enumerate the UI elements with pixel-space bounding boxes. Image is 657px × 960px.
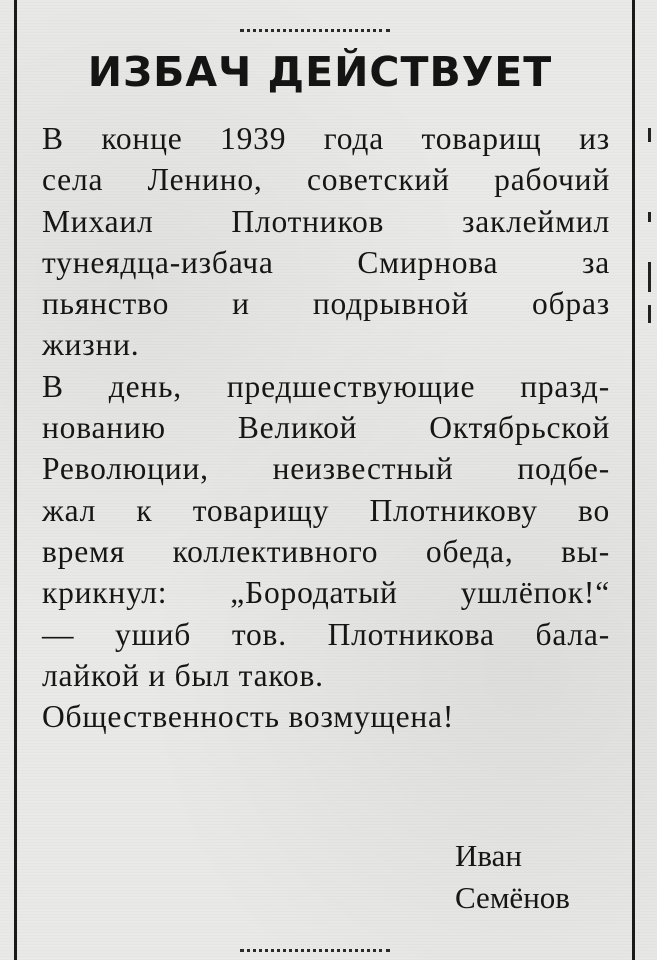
text-line: Михаил Плотников заклеймил [42, 203, 610, 239]
margin-mark [648, 305, 651, 323]
text-line: В день, предшествующие празд- [42, 368, 610, 404]
margin-mark [648, 212, 651, 222]
text-line: крикнул: „Бородатый ушлёпок!“ [42, 575, 610, 611]
margin-mark [648, 262, 651, 292]
text-line: тунеядца-избача Смирнова за [42, 244, 610, 280]
text-line: села Ленино, советский рабочий [42, 162, 610, 198]
text-line: Революции, неизвестный подбе- [42, 451, 610, 487]
author-last-name: Семёнов [455, 880, 570, 915]
text-line: нованию Великой Октябрьской [42, 410, 610, 446]
bottom-dotted-rule [240, 949, 390, 952]
margin-mark [648, 128, 651, 142]
text-line: пьянство и подрывной образ [42, 286, 610, 322]
text-line: лайкой и был таков. [42, 657, 324, 693]
text-line: время коллективного обеда, вы- [42, 533, 610, 569]
top-dotted-rule [240, 29, 390, 32]
text-line: жал к товарищу Плотникову во [42, 492, 610, 528]
left-column-rule [14, 0, 17, 960]
right-column-rule [632, 0, 635, 960]
author-signature [455, 835, 570, 919]
text-line: В конце 1939 года товарищ из [42, 121, 610, 156]
article-headline: ИЗБАЧ ДЕЙСТВУЕТ [87, 48, 553, 96]
text-line: жизни. [42, 327, 140, 363]
article-body [42, 118, 610, 737]
text-line: Общественность возмущена! [42, 699, 455, 735]
author-first-name: Иван [455, 838, 522, 873]
text-line: — ушиб тов. Плотникова бала- [42, 616, 610, 652]
